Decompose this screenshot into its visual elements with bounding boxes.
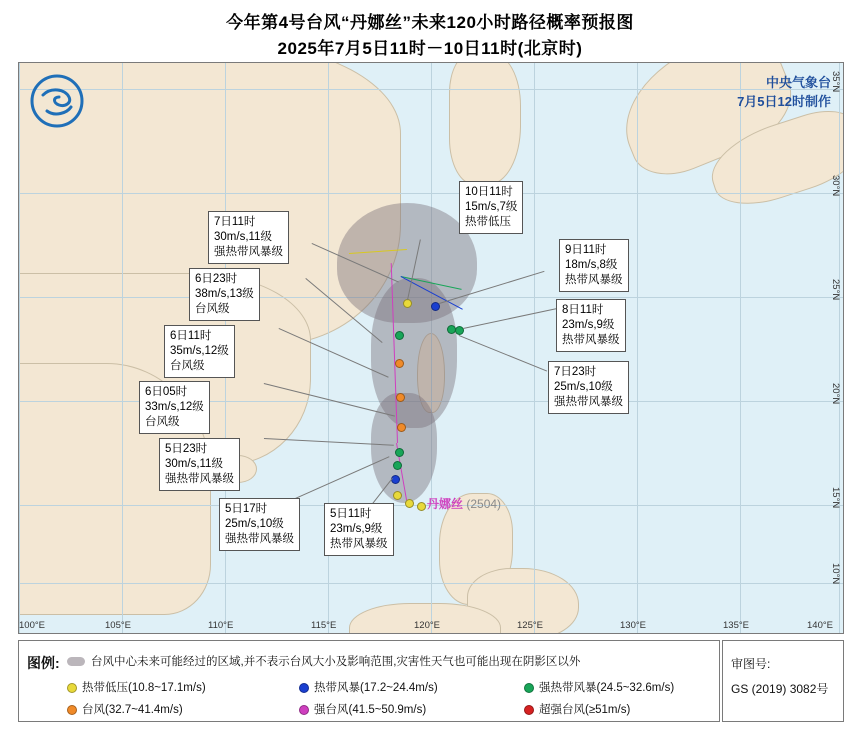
track-point-5日23时[interactable] xyxy=(395,448,404,457)
callout-grade: 热带风暴级 xyxy=(330,538,388,550)
legend-dot-icon xyxy=(299,683,309,693)
leader-line xyxy=(284,456,389,504)
callout-5日17时[interactable] xyxy=(219,498,300,551)
legend-item-label: 超强台风(≥51m/s) xyxy=(539,704,631,716)
axis-label-lon: 115°E xyxy=(311,620,337,631)
callout-grade: 热带风暴级 xyxy=(562,334,620,346)
legend-item-label: 热带低压(10.8~17.1m/s) xyxy=(82,682,206,694)
track-point-6日23时[interactable] xyxy=(395,359,404,368)
approval-number: GS (2019) 3082号 xyxy=(731,682,829,696)
legend-item-label: 强热带风暴(24.5~32.6m/s) xyxy=(539,682,675,694)
callout-time: 6日05时 xyxy=(145,386,188,398)
axis-label-lat: 30°N xyxy=(830,175,841,197)
title-line-2: 2025年7月5日11时－10日11时(北京时) xyxy=(277,39,583,58)
callout-5日23时[interactable] xyxy=(159,438,240,491)
callout-wind: 25m/s,10级 xyxy=(554,381,613,393)
legend-item-tropical-depression xyxy=(67,679,206,695)
legend-item-typhoon xyxy=(67,701,183,717)
track-point-10日11时[interactable] xyxy=(403,299,412,308)
legend-title: 图例: xyxy=(27,655,60,671)
gridline-vertical xyxy=(534,63,535,633)
track-point-history[interactable] xyxy=(417,502,426,511)
callout-grade: 台风级 xyxy=(195,303,230,315)
axis-label-lon: 140°E xyxy=(807,620,833,631)
callout-8日11时[interactable] xyxy=(556,299,626,352)
legend-item-severe-typhoon xyxy=(299,701,426,717)
callout-wind: 33m/s,12级 xyxy=(145,401,204,413)
callout-6日05时[interactable] xyxy=(139,381,210,434)
issuing-organization xyxy=(737,73,831,111)
axis-label-lat: 15°N xyxy=(830,487,841,509)
callout-time: 7日11时 xyxy=(214,216,256,228)
callout-grade: 热带风暴级 xyxy=(565,274,623,286)
gridline-vertical xyxy=(637,63,638,633)
legend-item-label: 强台风(41.5~50.9m/s) xyxy=(314,704,427,716)
legend-dot-icon xyxy=(67,683,77,693)
legend-item-super-typhoon xyxy=(524,701,630,717)
track-point-7日11时[interactable] xyxy=(395,331,404,340)
callout-time: 6日11时 xyxy=(170,330,212,342)
callout-grade: 强热带风暴级 xyxy=(214,246,283,258)
page-title xyxy=(0,0,860,62)
storm-name-label xyxy=(427,495,501,512)
callout-wind: 23m/s,9级 xyxy=(562,319,615,331)
callout-time: 7日23时 xyxy=(554,366,597,378)
axis-label-lon: 125°E xyxy=(517,620,543,631)
callout-6日11时[interactable] xyxy=(164,325,235,378)
callout-time: 8日11时 xyxy=(562,304,604,316)
axis-label-lat: 35°N xyxy=(830,71,841,93)
cma-logo-icon xyxy=(29,73,85,129)
legend-item-tropical-storm xyxy=(299,679,438,695)
callout-grade: 强热带风暴级 xyxy=(165,473,234,485)
legend-item-severe-tropical-storm xyxy=(524,679,674,695)
callout-wind: 30m/s,11级 xyxy=(165,458,223,470)
map-canvas[interactable] xyxy=(18,62,844,634)
callout-9日11时[interactable] xyxy=(559,239,629,292)
legend-shaded-swatch xyxy=(67,657,85,666)
track-point-6日05时[interactable] xyxy=(397,423,406,432)
callout-time: 5日17时 xyxy=(225,503,268,515)
gridline-vertical xyxy=(122,63,123,633)
storm-number-text: (2504) xyxy=(466,497,502,511)
track-point-5日11时[interactable] xyxy=(391,475,400,484)
approval-label: 审图号: xyxy=(731,657,771,671)
legend-item-label: 热带风暴(17.2~24.4m/s) xyxy=(314,682,438,694)
axis-label-lat: 20°N xyxy=(830,383,841,405)
callout-wind: 18m/s,8级 xyxy=(565,259,618,271)
callout-grade: 台风级 xyxy=(170,360,205,372)
callout-wind: 15m/s,7级 xyxy=(465,201,518,213)
legend-item-label: 台风(32.7~41.4m/s) xyxy=(82,704,183,716)
gridline-vertical xyxy=(19,63,20,633)
gridline-horizontal xyxy=(19,193,843,194)
axis-label-lon: 100°E xyxy=(19,620,45,631)
axis-label-lat: 10°N xyxy=(830,563,841,585)
callout-wind: 35m/s,12级 xyxy=(170,345,229,357)
callout-wind: 30m/s,11级 xyxy=(214,231,272,243)
title-line-1: 今年第4号台风“丹娜丝”未来120小时路径概率预报图 xyxy=(226,13,634,32)
callout-wind: 25m/s,10级 xyxy=(225,518,284,530)
track-point-history[interactable] xyxy=(405,499,414,508)
track-point-7日23时[interactable] xyxy=(447,325,456,334)
callout-grade: 强热带风暴级 xyxy=(225,533,294,545)
gridline-vertical xyxy=(839,63,840,633)
gridline-horizontal xyxy=(19,583,843,584)
legend-dot-icon xyxy=(524,705,534,715)
landmass-korea xyxy=(449,62,521,185)
callout-5日11时[interactable] xyxy=(324,503,394,556)
callout-wind: 23m/s,9级 xyxy=(330,523,383,535)
legend-panel xyxy=(18,640,720,722)
approval-panel xyxy=(722,640,844,722)
callout-7日23时[interactable] xyxy=(548,361,629,414)
storm-name-text: 丹娜丝 xyxy=(427,497,464,511)
callout-grade: 台风级 xyxy=(145,416,180,428)
track-point-6日11时[interactable] xyxy=(396,393,405,402)
legend-shaded-note: 台风中心未来可能经过的区域,并不表示台风大小及影响范围,灾害性天气也可能出现在阴影区以外 xyxy=(91,656,581,668)
callout-time: 5日23时 xyxy=(165,443,208,455)
org-name: 中央气象台 xyxy=(765,75,831,90)
axis-label-lon: 135°E xyxy=(723,620,749,631)
axis-label-lon: 130°E xyxy=(620,620,646,631)
gridline-horizontal xyxy=(19,89,843,90)
axis-label-lon: 110°E xyxy=(208,620,234,631)
callout-time: 5日11时 xyxy=(330,508,372,520)
callout-wind: 38m/s,13级 xyxy=(195,288,254,300)
legend-dot-icon xyxy=(299,705,309,715)
callout-time: 6日23时 xyxy=(195,273,238,285)
org-issued-time: 7月5日12时制作 xyxy=(737,94,831,109)
axis-label-lon: 120°E xyxy=(414,620,440,631)
callout-grade: 强热带风暴级 xyxy=(554,396,623,408)
callout-10日11时[interactable] xyxy=(459,181,523,234)
leader-line xyxy=(463,308,556,329)
callout-time: 10日11时 xyxy=(465,186,513,198)
axis-label-lon: 105°E xyxy=(105,620,131,631)
callout-7日11时[interactable] xyxy=(208,211,289,264)
legend-dot-icon xyxy=(67,705,77,715)
track-point-history[interactable] xyxy=(393,491,402,500)
gridline-vertical xyxy=(740,63,741,633)
axis-label-lat: 25°N xyxy=(830,279,841,301)
callout-time: 9日11时 xyxy=(565,244,607,256)
legend-dot-icon xyxy=(524,683,534,693)
callout-grade: 热带低压 xyxy=(465,216,511,228)
track-point-5日17时[interactable] xyxy=(393,461,402,470)
callout-6日23时[interactable] xyxy=(189,268,260,321)
